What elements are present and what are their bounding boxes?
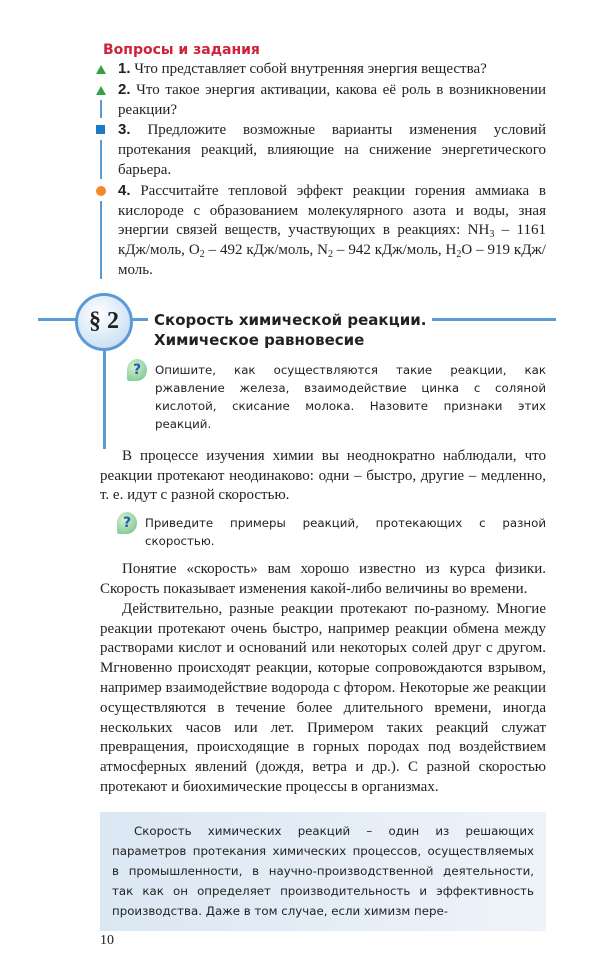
question-text: – 942 кДж/моль, H [333, 242, 457, 259]
question-number: 4. [118, 181, 131, 199]
subscript: 2 [456, 249, 462, 261]
question-text: Что такое энергия активации, какова её роль в возникновении реакции? [118, 81, 547, 118]
paragraph: Действительно, разные реакции протекают по-разному. Многие реакции протекают очень быстро, например реакции обмена между растворами кислот и оснований или некоторых солей друг с другом. Мгновенно происходят реакции, которые сопровождаются взрывом, например взаимодействие водорода с фтором. Некоторые же реакции осуществляются в течение более длительного времени, иногда нескольких часов или лет. Примером таких реакций служат превращения, происходящие в горных породах под воздействием атмосферных явлений (дождя, ветра и др.). С разной скоростью протекают и биохимические процессы в организмах. [100, 600, 546, 795]
section-header [0, 295, 600, 357]
question-mark-icon: ? [117, 512, 137, 534]
section-number-badge: § 2 [75, 293, 133, 351]
question-mark-icon: ? [127, 359, 147, 381]
question-text: – 1161 кДж/моль, O [118, 222, 546, 259]
questions-list [118, 59, 546, 281]
question-number: 3. [118, 121, 131, 139]
question-number: 2. [118, 80, 131, 98]
question-2 [118, 80, 546, 121]
section-prompt: Приведите примеры реакций, протекающих с разной скоростью. [145, 516, 546, 549]
question-1 [118, 59, 546, 80]
section-title-line: Химическое равновесие [154, 330, 365, 349]
section-intro [100, 357, 546, 441]
paragraph: В процессе изучения химии вы неоднократно наблюдали, что реакции протекают неодинаково: одни – быстро, другие – медленно, т. е. идут с разной скоростью. [100, 447, 546, 504]
question-text: O – 919 кДж/моль. [118, 242, 546, 278]
level-bar [100, 201, 102, 279]
section-prompt-row [122, 514, 546, 550]
question-text: – 492 кДж/моль, N [204, 242, 329, 259]
question-text: Рассчитайте тепловой эффект реакции горения аммиака в кислороде с образованием молекулярного азота и воды, зная энергии связей веществ, участвующих в реакциях: NH [118, 182, 546, 239]
highlight-box: Скорость химических реакций – один из решающих параметров протекания химических процессов, осуществляемых в промышленности, в научно-производственной деятельности, так как он определяет производительность и эффективность производства. Даже в том случае, если химизм пере- [100, 812, 546, 931]
questions-heading: Вопросы и задания [103, 42, 260, 58]
level-bar [100, 140, 102, 178]
circle-advanced-icon [96, 186, 106, 196]
section-prompt-row [132, 361, 546, 433]
question-number: 1. [118, 60, 131, 77]
page-number: 10 [100, 932, 114, 948]
section-prompt: Опишите, как осуществляются такие реакции, как ржавление железа, взаимодействие цинка с соляной кислотой, скисание молока. Назовите признаки этих реакций. [155, 362, 546, 431]
square-intermediate-icon [96, 125, 105, 134]
question-text: Что представляет собой внутренняя энергия вещества? [134, 61, 487, 77]
triangle-basic-icon [96, 65, 106, 74]
question-text: Предложите возможные варианты изменения условий протекания реакций, влияющие на снижение энергетического барьера. [118, 122, 547, 178]
paragraph: Понятие «скорость» вам хорошо известно из курса физики. Скорость показывает изменения какой-либо величины во времени. [100, 561, 546, 597]
subscript: 2 [199, 249, 205, 261]
section-vertical-line [103, 351, 106, 449]
section-title [148, 310, 432, 350]
triangle-basic-icon [96, 86, 106, 95]
question-4 [118, 181, 546, 281]
level-bar [100, 100, 102, 119]
question-3 [118, 120, 546, 180]
subscript: 3 [489, 229, 495, 241]
subscript: 2 [328, 249, 334, 261]
section-title-line: Скорость химической реакции. [154, 310, 427, 329]
